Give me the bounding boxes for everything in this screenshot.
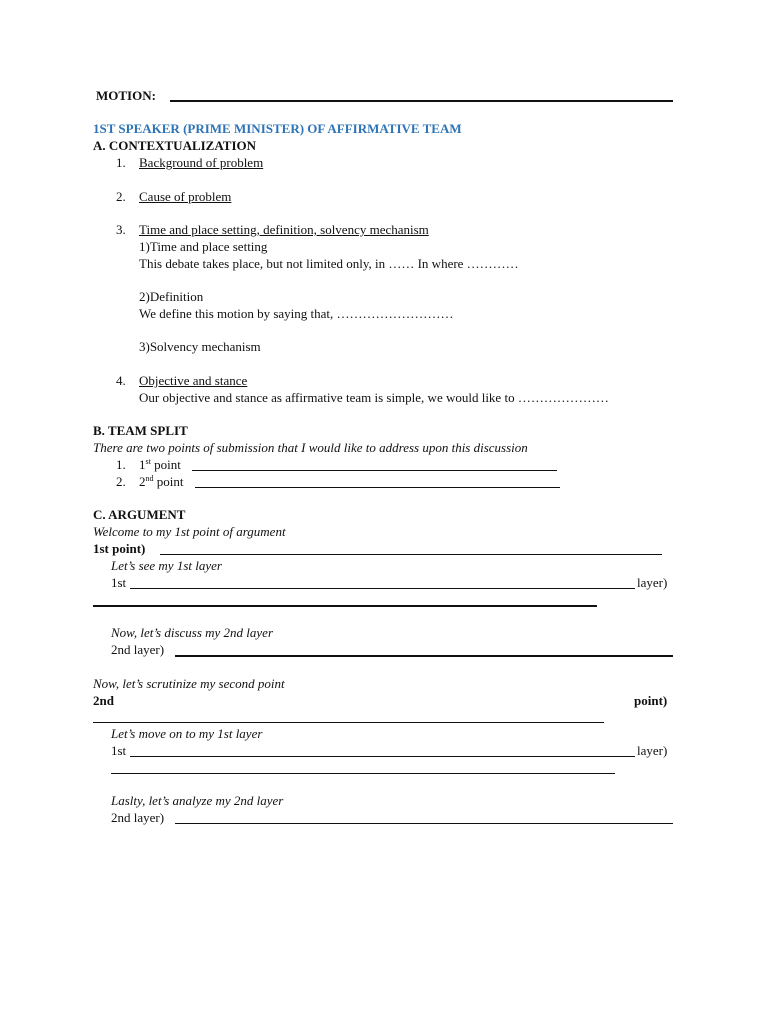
split-point-2-num: 2. <box>116 474 126 489</box>
sub-def-text: We define this motion by saying that, ……………………… <box>139 306 454 321</box>
section-a-heading: A. CONTEXTUALIZATION <box>93 138 257 153</box>
layer-1-intro: Let’s see my 1st layer <box>111 558 222 573</box>
item-3-title: Time and place setting, definition, solvency mechanism <box>139 222 429 237</box>
sub-time-title: 1)Time and place setting <box>139 239 268 254</box>
item-4-title: Objective and stance <box>139 373 248 388</box>
layer-2-blank-line[interactable] <box>175 655 673 657</box>
point-1-label: 1st point) <box>93 541 146 556</box>
point-2-intro: Now, let’s scrutinize my second point <box>93 676 285 691</box>
point-2-blank-line[interactable] <box>93 722 604 723</box>
team-split-intro: There are two points of submission that I would like to address upon this discussion <box>93 440 528 455</box>
split-point-2-blank-line[interactable] <box>195 487 560 488</box>
item-1-num: 1. <box>116 155 126 170</box>
layer-2-label: 2nd layer) <box>111 642 165 657</box>
item-4-num: 4. <box>116 373 126 388</box>
sub-solv-title: 3)Solvency mechanism <box>139 339 261 354</box>
layer-2-intro: Now, let’s discuss my 2nd layer <box>111 625 274 640</box>
item-1-title: Background of problem <box>139 155 264 170</box>
split-point-1-label <box>139 457 181 473</box>
p2-layer-2-label: 2nd layer) <box>111 810 165 825</box>
point-2-start: 2nd <box>93 693 114 708</box>
motion-label: MOTION: <box>96 88 156 103</box>
split-point-1-sup: st <box>145 457 151 466</box>
layer-1-blank-line[interactable] <box>130 588 635 589</box>
objective-text: Our objective and stance as affirmative team is simple, we would like to ………………… <box>139 390 609 405</box>
motion-blank-line[interactable] <box>170 100 673 102</box>
p2-layer-1-blank-line[interactable] <box>130 756 635 757</box>
item-2-num: 2. <box>116 189 126 204</box>
section-c-heading: C. ARGUMENT <box>93 507 186 522</box>
point-2-end: point) <box>634 693 668 708</box>
p2-layer-1-intro: Let’s move on to my 1st layer <box>111 726 263 741</box>
split-point-1-ord: 1 <box>139 457 146 472</box>
split-point-1-blank-line[interactable] <box>192 470 557 471</box>
layer-1-continuation-line[interactable] <box>93 605 597 607</box>
split-point-2-ord: 2 <box>139 474 146 489</box>
p2-layer-2-intro: Laslty, let’s analyze my 2nd layer <box>111 793 284 808</box>
layer-1-end: layer) <box>637 575 668 590</box>
p2-layer-1-start: 1st <box>111 743 127 758</box>
item-3-num: 3. <box>116 222 126 237</box>
p2-layer-1-end: layer) <box>637 743 668 758</box>
section-b-heading: B. TEAM SPLIT <box>93 423 188 438</box>
split-point-2-label <box>139 474 183 490</box>
sub-time-text: This debate takes place, but not limited only, in …… In where ………… <box>139 256 519 271</box>
sub-def-title: 2)Definition <box>139 289 204 304</box>
split-point-2-text: point <box>153 474 184 489</box>
argument-welcome: Welcome to my 1st point of argument <box>93 524 286 539</box>
split-point-1-text: point <box>150 457 181 472</box>
item-2-title: Cause of problem <box>139 189 232 204</box>
layer-1-start: 1st <box>111 575 127 590</box>
point-1-blank-line[interactable] <box>160 554 662 555</box>
speaker-heading: 1ST SPEAKER (PRIME MINISTER) OF AFFIRMATIVE TEAM <box>93 121 462 136</box>
p2-layer-1-continuation-line[interactable] <box>111 773 615 774</box>
split-point-1-num: 1. <box>116 457 126 472</box>
p2-layer-2-blank-line[interactable] <box>175 823 673 824</box>
split-point-2-sup: nd <box>145 474 154 483</box>
